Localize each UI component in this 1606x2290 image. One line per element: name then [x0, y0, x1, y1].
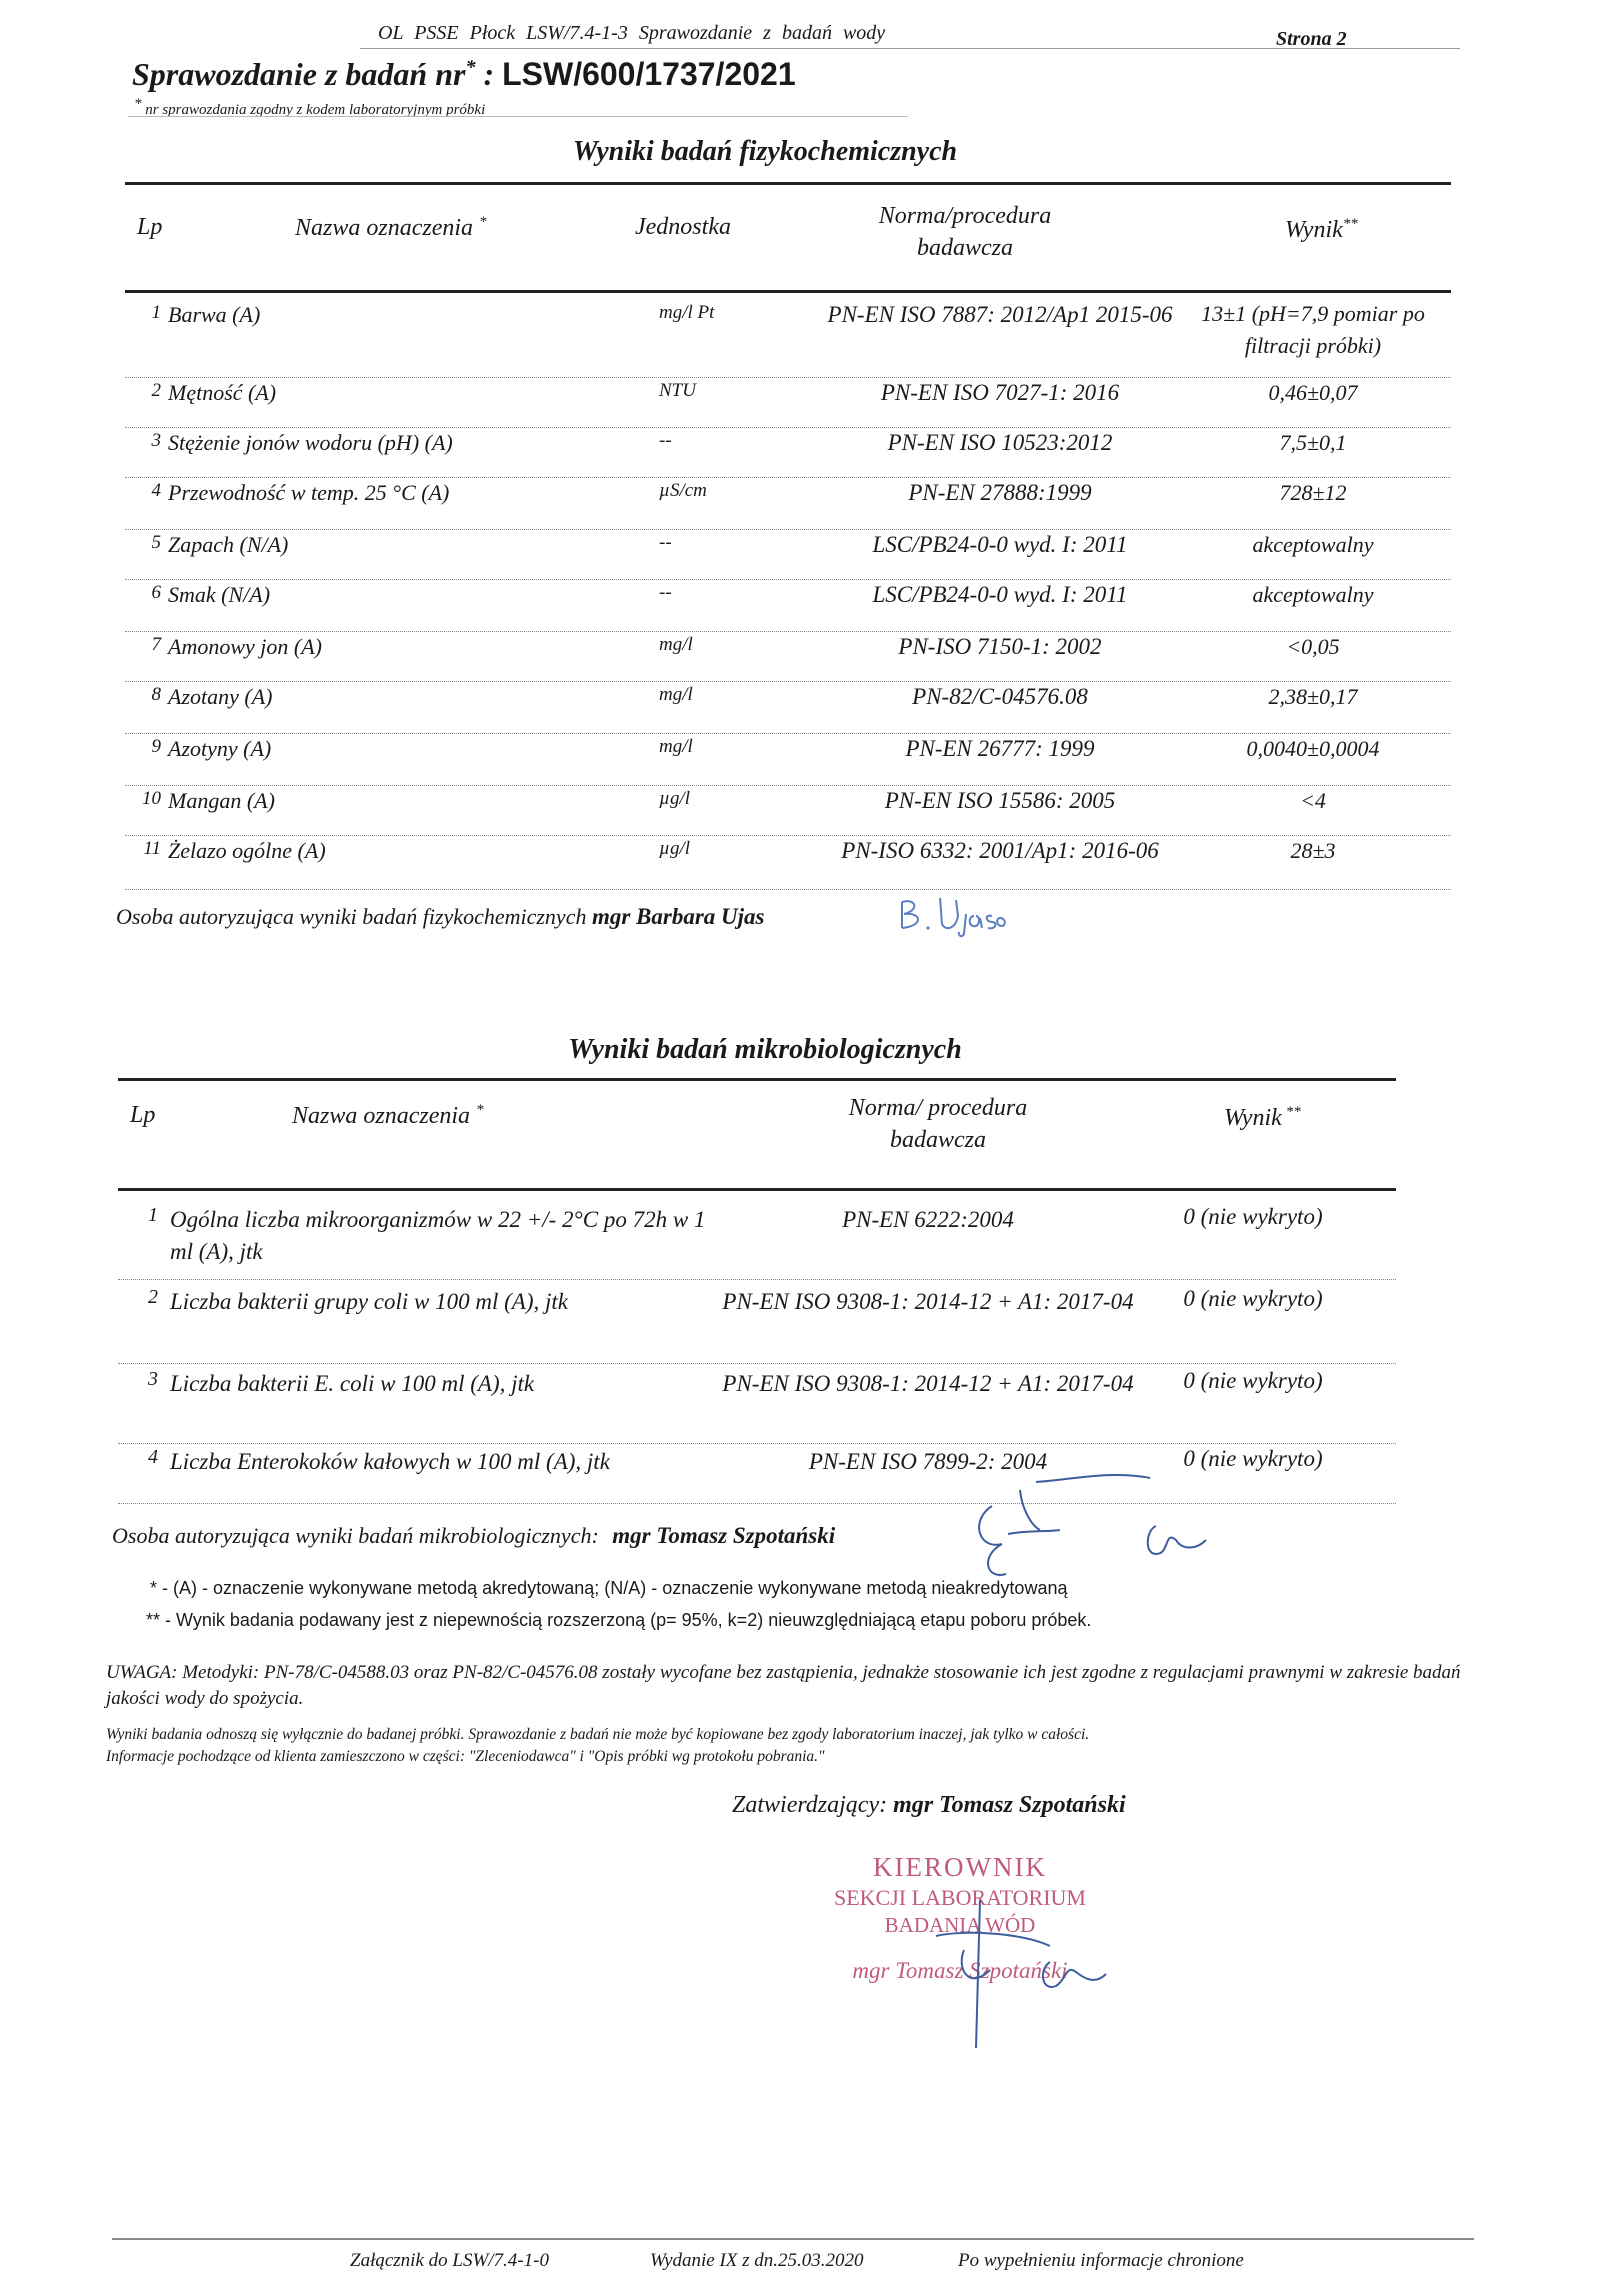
- row-result: 0,0040±0,0004: [1246, 736, 1380, 761]
- col-result: [1285, 216, 1358, 244]
- note-text: nr sprawozdania zgodny z kodem laboratoryjnym próbki: [145, 102, 486, 118]
- micro-signature-icon: [960, 1470, 1260, 1630]
- physchem-author-name: mgr Barbara Ujas: [591, 904, 765, 929]
- row-name: Mętność (A): [168, 380, 277, 405]
- row-lp: 5: [151, 532, 161, 553]
- row-norm: LSC/PB24-0-0 wyd. I: 2011: [872, 582, 1128, 607]
- stamp-line-2: SEKCJI LABORATORIUM: [833, 1885, 1086, 1910]
- row-lp: 2: [148, 1286, 158, 1308]
- row-lp: 11: [143, 838, 161, 859]
- row-name: Barwa (A): [168, 302, 261, 327]
- table-row: [125, 788, 1451, 836]
- report-title: [132, 56, 796, 93]
- table-row: [118, 1286, 1396, 1364]
- col-lp: Lp: [137, 214, 163, 240]
- stamp-line-1: KIEROWNIK: [873, 1852, 1047, 1882]
- row-result: <0,05: [1286, 634, 1340, 659]
- row-lp: 1: [148, 1204, 158, 1226]
- approver: [732, 1792, 1126, 1819]
- footer-attachment: Załącznik do LSW/7.4-1-0: [350, 2250, 549, 2271]
- table-row: [118, 1368, 1396, 1444]
- micro-col-lp: Lp: [130, 1102, 156, 1128]
- col-norm-line1: Norma/procedura: [878, 203, 1052, 229]
- report-title-prefix: Sprawozdanie z badań nr: [132, 56, 466, 92]
- row-name: Mangan (A): [168, 788, 275, 813]
- row-unit: mg/l: [659, 634, 693, 655]
- row-name: Zapach (N/A): [168, 532, 289, 557]
- footnote-2: [146, 1610, 1091, 1631]
- row-lp: 7: [151, 634, 161, 655]
- footnote-2-text: Wynik badania podawany jest z niepewnością rozszerzoną (p= 95%, k=2) nieuwzględniającą etapu poboru próbek.: [176, 1610, 1092, 1630]
- row-norm: PN-EN 6222:2004: [842, 1207, 1014, 1232]
- physchem-title: Wyniki badań fizykochemicznych: [572, 136, 958, 167]
- footnote-1: [150, 1578, 1067, 1599]
- row-name: Ogólna liczba mikroorganizmów w 22 +/- 2°C po 72h w 1 ml (A), jtk: [170, 1207, 706, 1264]
- row-result: akceptowalny: [1252, 582, 1374, 607]
- micro-col-name-star: *: [476, 1102, 484, 1118]
- row-name: Liczba Enterokoków kałowych w 100 ml (A), jtk: [170, 1449, 610, 1474]
- row-name: Amonowy jon (A): [168, 634, 322, 659]
- table-row: [125, 302, 1451, 378]
- row-unit: --: [659, 582, 672, 603]
- stamp-signature-icon: [900, 1900, 1160, 2050]
- row-unit: µg/l: [659, 788, 691, 809]
- micro-col-name: [292, 1102, 484, 1130]
- row-result: 0 (nie wykryto): [1183, 1368, 1323, 1393]
- row-lp: 6: [151, 582, 161, 603]
- micro-col-norm: [788, 1092, 1088, 1156]
- row-unit: µS/cm: [659, 480, 707, 501]
- micro-col-norm-line2: badawcza: [890, 1127, 986, 1153]
- row-name: Smak (N/A): [168, 582, 271, 607]
- table-row: [125, 430, 1451, 478]
- row-result: 2,38±0,17: [1268, 684, 1358, 709]
- row-norm: PN-EN ISO 7899-2: 2004: [808, 1449, 1048, 1474]
- row-norm: PN-EN ISO 15586: 2005: [884, 788, 1116, 813]
- row-lp: 4: [151, 480, 161, 501]
- header-meta: OL PSSE Płock LSW/7.4-1-3 Sprawozdanie z badań wody: [378, 22, 886, 44]
- row-result: 0 (nie wykryto): [1183, 1204, 1323, 1229]
- report-number: LSW/600/1737/2021: [502, 56, 796, 92]
- physchem-table-header: [125, 186, 1451, 290]
- row-result: akceptowalny: [1252, 532, 1374, 557]
- physchem-header-rule: [125, 290, 1451, 293]
- row-result: 728±12: [1279, 480, 1347, 505]
- row-norm: PN-82/C-04576.08: [912, 684, 1088, 709]
- micro-author-label: Osoba autoryzująca wyniki badań mikrobiologicznych:: [112, 1523, 599, 1548]
- footnote-1-mark: * -: [150, 1578, 168, 1598]
- table-row: [118, 1204, 1396, 1280]
- row-name: Przewodność w temp. 25 °C (A): [168, 480, 450, 505]
- row-name: Żelazo ogólne (A): [168, 838, 326, 863]
- row-lp: 10: [142, 788, 161, 809]
- table-row: [125, 380, 1451, 428]
- row-lp: 3: [148, 1368, 158, 1390]
- row-norm: LSC/PB24-0-0 wyd. I: 2011: [872, 532, 1128, 557]
- row-name: Liczba bakterii grupy coli w 100 ml (A), jtk: [170, 1289, 568, 1314]
- physchem-author-label: Osoba autoryzująca wyniki badań fizykochemicznych: [116, 904, 587, 929]
- row-name: Stężenie jonów wodoru (pH) (A): [168, 430, 453, 455]
- disclaimer: [106, 1724, 1466, 1768]
- table-row: [125, 634, 1451, 682]
- row-result: <4: [1300, 788, 1326, 813]
- disclaimer-line-1: Wyniki badania odnoszą się wyłącznie do badanej próbki. Sprawozdanie z badań nie może być kopiowane bez zgody laboratorium inaczej, jak tylko w całości.: [106, 1726, 1090, 1743]
- row-lp: 4: [148, 1446, 158, 1468]
- col-result-star: **: [1342, 216, 1358, 232]
- micro-col-norm-line1: Norma/ procedura: [848, 1095, 1028, 1121]
- col-norm: [795, 200, 1135, 264]
- micro-header-rule: [118, 1188, 1396, 1191]
- row-result: 0 (nie wykryto): [1183, 1446, 1323, 1471]
- row-norm: PN-EN 27888:1999: [908, 480, 1092, 505]
- physchem-table: [125, 186, 1451, 886]
- micro-author: [112, 1523, 835, 1549]
- physchem-author: [116, 904, 765, 930]
- micro-col-result-star: **: [1285, 1104, 1301, 1120]
- footer-edition: Wydanie IX z dn.25.03.2020: [650, 2250, 864, 2271]
- micro-col-name-label: Nazwa oznaczenia: [292, 1103, 471, 1129]
- micro-col-result-label: Wynik: [1224, 1105, 1282, 1131]
- row-lp: 3: [151, 430, 161, 451]
- col-name: [295, 214, 487, 242]
- row-unit: NTU: [659, 380, 696, 401]
- table-row: [125, 684, 1451, 734]
- row-unit: mg/l: [659, 736, 693, 757]
- approver-name: mgr Tomasz Szpotański: [893, 1792, 1126, 1818]
- col-norm-line2: badawcza: [917, 235, 1013, 261]
- col-unit: Jednostka: [635, 214, 731, 240]
- page-number: Strona 2: [1276, 28, 1347, 50]
- row-lp: 8: [151, 684, 161, 705]
- row-name: Azotany (A): [168, 684, 273, 709]
- row-result: 0 (nie wykryto): [1183, 1286, 1323, 1311]
- micro-author-name: mgr Tomasz Szpotański: [612, 1523, 836, 1548]
- physchem-signature-icon: [896, 888, 1036, 938]
- uwaga-note: UWAGA: Metodyki: PN-78/C-04588.03 oraz PN-82/C-04576.08 zostały wycofane bez zastąpienia, jednakże stosowanie ich jest zgodne z regulacjami prawnymi w zakresie badań jakości wody do spożycia.: [106, 1662, 1461, 1709]
- footnote-1-text: (A) - oznaczenie wykonywane metodą akredytowaną; (N/A) - oznaczenie wykonywane metodą nieakredytowaną: [173, 1578, 1068, 1598]
- row-norm: PN-ISO 6332: 2001/Ap1: 2016-06: [841, 838, 1159, 863]
- report-title-colon: :: [475, 56, 503, 92]
- row-unit: --: [659, 430, 672, 451]
- row-lp: 2: [151, 380, 161, 401]
- row-norm: PN-EN 26777: 1999: [905, 736, 1095, 761]
- row-norm: PN-EN ISO 9308-1: 2014-12 + A1: 2017-04: [722, 1289, 1134, 1314]
- stamp-line-3: BADANIA WÓD: [884, 1913, 1036, 1937]
- table-row: [125, 532, 1451, 580]
- col-name-star: *: [479, 214, 487, 230]
- note-divider: [128, 116, 908, 117]
- footer-protected: Po wypełnieniu informacje chronione: [958, 2250, 1244, 2271]
- row-unit: µg/l: [659, 838, 691, 859]
- micro-title: Wyniki badań mikrobiologicznych: [568, 1034, 962, 1065]
- table-row: [125, 838, 1451, 890]
- stamp-line-4: mgr Tomasz Szpotański: [852, 1958, 1068, 1983]
- col-name-label: Nazwa oznaczenia: [295, 215, 474, 241]
- row-unit: mg/l Pt: [659, 302, 715, 323]
- col-result-label: Wynik: [1285, 217, 1343, 243]
- report-title-star: *: [465, 56, 476, 79]
- row-unit: mg/l: [659, 684, 693, 705]
- row-lp: 9: [151, 736, 161, 757]
- row-norm: PN-ISO 7150-1: 2002: [898, 634, 1102, 659]
- row-norm: PN-EN ISO 7027-1: 2016: [880, 380, 1120, 405]
- row-norm: PN-EN ISO 7887: 2012/Ap1 2015-06: [827, 302, 1173, 327]
- table-row: [125, 582, 1451, 632]
- footer-divider: [112, 2238, 1474, 2240]
- row-unit: --: [659, 532, 672, 553]
- row-name: Azotyny (A): [168, 736, 272, 761]
- approver-label: Zatwierdzający:: [732, 1792, 888, 1818]
- micro-table: [118, 1080, 1396, 1500]
- disclaimer-line-2: Informacje pochodzące od klienta zamieszczono w części: "Zleceniodawca" i "Opis próbki wg protokołu pobrania.": [106, 1748, 825, 1765]
- physchem-top-rule: [125, 182, 1451, 185]
- row-result: 7,5±0,1: [1279, 430, 1347, 455]
- note-star: *: [134, 96, 142, 112]
- footnote-2-mark: ** -: [146, 1610, 172, 1630]
- table-row: [125, 736, 1451, 786]
- row-name: Liczba bakterii E. coli w 100 ml (A), jtk: [170, 1371, 535, 1396]
- row-norm: PN-EN ISO 9308-1: 2014-12 + A1: 2017-04: [722, 1371, 1134, 1396]
- row-lp: 1: [151, 302, 161, 323]
- table-row: [125, 480, 1451, 530]
- row-result: 28±3: [1290, 838, 1336, 863]
- row-result: 0,46±0,07: [1268, 380, 1358, 405]
- header-divider: [360, 48, 1460, 49]
- micro-col-result: [1224, 1104, 1301, 1132]
- row-result: 13±1 (pH=7,9 pomiar po filtracji próbki): [1201, 301, 1425, 358]
- row-norm: PN-EN ISO 10523:2012: [887, 430, 1113, 455]
